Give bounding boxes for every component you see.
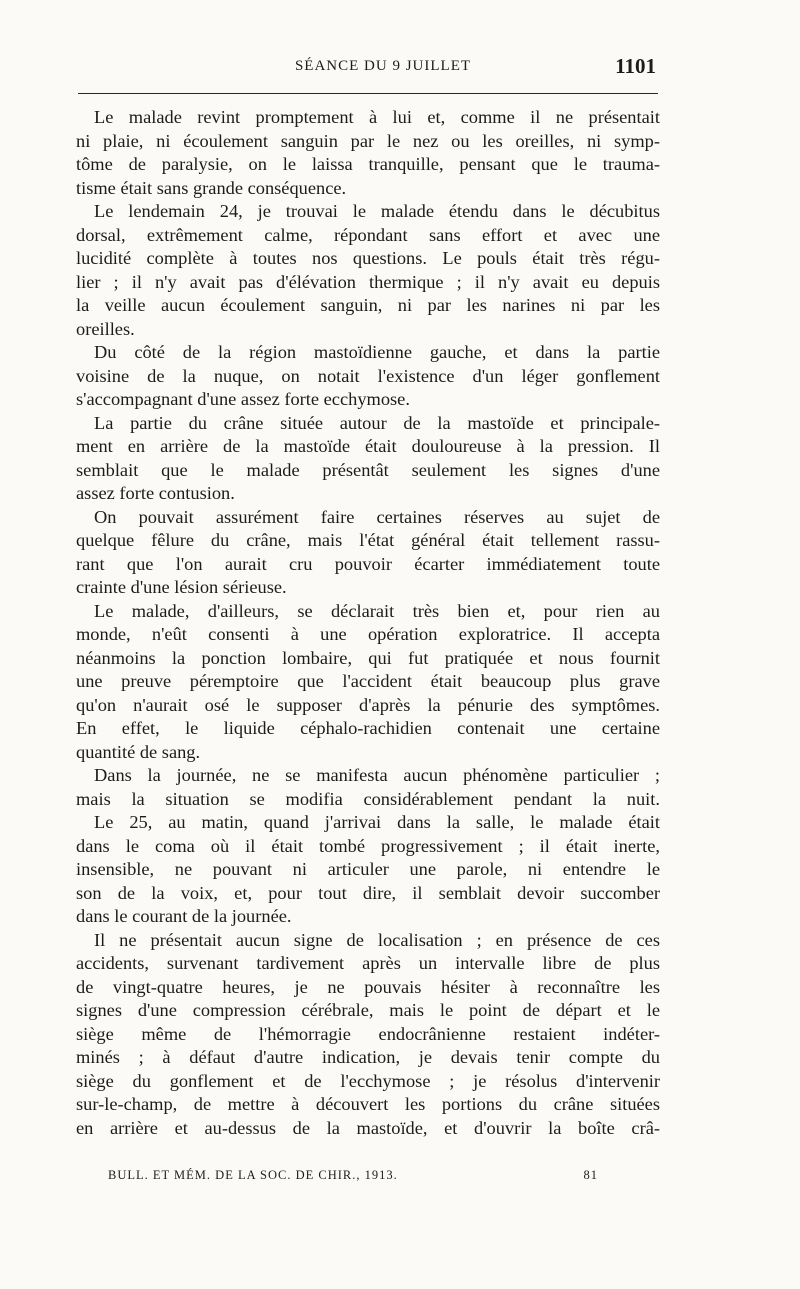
text-line: dans le coma où il était tombé progressivement ; il était inerte, xyxy=(76,835,660,856)
text-line: ni plaie, ni écoulement sanguin par le nez ou les oreilles, ni symp- xyxy=(76,130,660,151)
text-line: En effet, le liquide céphalo-rachidien contenait une certaine xyxy=(76,718,660,738)
text-line: Dans la journée, ne se manifesta aucun phénomène particulier ; xyxy=(94,765,660,785)
running-title: SÉANCE DU 9 JUILLET xyxy=(294,58,472,74)
text-line: s'accompagnant d'une assez forte ecchymose. xyxy=(76,389,410,409)
text-line: monde, n'eût consenti à une opération exploratrice. Il accepta xyxy=(76,624,660,644)
text-line: crainte d'une lésion sérieuse. xyxy=(76,577,287,597)
page-header xyxy=(78,54,658,82)
text-line: Le 25, au matin, quand j'arrivai dans la salle, le malade était xyxy=(94,812,660,832)
text-line: oreilles. xyxy=(76,318,135,339)
text-line: Le malade, d'ailleurs, se déclarait très bien et, pour rien au xyxy=(94,600,660,621)
text-line: lier ; il n'y avait pas d'élévation thermique ; il n'y avait eu depuis xyxy=(76,271,660,292)
text-line: On pouvait assurément faire certaines réserves au sujet de xyxy=(94,506,660,527)
signature-mark: 81 xyxy=(583,1168,598,1182)
text-line: accidents, survenant tardivement après un intervalle libre de plus xyxy=(76,953,660,973)
text-line: néanmoins la ponction lombaire, qui fut pratiquée et nous fournit xyxy=(76,647,660,668)
text-line: semblait que le malade présentât seulement les signes d'une xyxy=(76,459,660,480)
text-line: insensible, ne pouvant ni articuler une parole, ni entendre le xyxy=(76,859,660,879)
page-number: 1101 xyxy=(615,54,656,78)
text-line: dans le courant de la journée. xyxy=(76,906,292,926)
text-line: tôme de paralysie, on le laissa tranquille, pensant que le trauma- xyxy=(76,154,660,174)
text-line: dorsal, extrêmement calme, répondant sans effort et avec une xyxy=(76,224,660,245)
page-footer xyxy=(108,1168,598,1190)
text-line: signes d'une compression cérébrale, mais le point de départ et le xyxy=(76,1000,660,1020)
text-line: minés ; à défaut d'autre indication, je devais tenir compte du xyxy=(76,1047,660,1067)
text-line: la veille aucun écoulement sanguin, ni par les narines ni par les xyxy=(76,295,660,315)
text-line: voisine de la nuque, on notait l'existence d'un léger gonflement xyxy=(76,365,660,386)
text-line: quantité de sang. xyxy=(76,741,201,762)
text-line: quelque fêlure du crâne, mais l'état général était tellement rassu- xyxy=(76,530,660,550)
text-line: La partie du crâne située autour de la mastoïde et principale- xyxy=(94,412,660,433)
header-rule xyxy=(78,93,658,94)
text-line: ment en arrière de la mastoïde était douloureuse à la pression. Il xyxy=(76,436,660,456)
text-line: Le lendemain 24, je trouvai le malade étendu dans le décubitus xyxy=(94,201,660,221)
text-line: de vingt-quatre heures, je ne pouvais hésiter à reconnaître les xyxy=(76,976,660,997)
text-line: Il ne présentait aucun signe de localisation ; en présence de ces xyxy=(94,929,660,950)
text-line: une preuve péremptoire que l'accident était beaucoup plus grave xyxy=(76,671,660,691)
text-line: Le malade revint promptement à lui et, comme il ne présentait xyxy=(94,107,660,127)
text-line: qu'on n'aurait osé le supposer d'après la pénurie des symptômes. xyxy=(76,694,660,715)
text-line: siège même de l'hémorragie endocrânienne restaient indéter- xyxy=(76,1023,660,1044)
text-line: sur-le-champ, de mettre à découvert les portions du crâne situées xyxy=(76,1094,660,1114)
text-line: assez forte contusion. xyxy=(76,483,235,503)
text-line: Du côté de la région mastoïdienne gauche, et dans la partie xyxy=(94,342,660,362)
text-line: rant que l'on aurait cru pouvoir écarter immédiatement toute xyxy=(76,553,660,574)
text-line: mais la situation se modifia considérablement pendant la nuit. xyxy=(76,788,660,809)
body-text xyxy=(76,106,660,1140)
text-line: siège du gonflement et de l'ecchymose ; je résolus d'intervenir xyxy=(76,1070,660,1091)
text-line: son de la voix, et, pour tout dire, il semblait devoir succomber xyxy=(76,882,660,903)
text-line: tisme était sans grande conséquence. xyxy=(76,177,347,198)
journal-reference: BULL. ET MÉM. DE LA SOC. DE CHIR., 1913. xyxy=(108,1168,398,1182)
text-line: lucidité complète à toutes nos questions. Le pouls était très régu- xyxy=(76,248,660,268)
text-line: en arrière et au-dessus de la mastoïde, et d'ouvrir la boîte crâ- xyxy=(76,1117,660,1138)
